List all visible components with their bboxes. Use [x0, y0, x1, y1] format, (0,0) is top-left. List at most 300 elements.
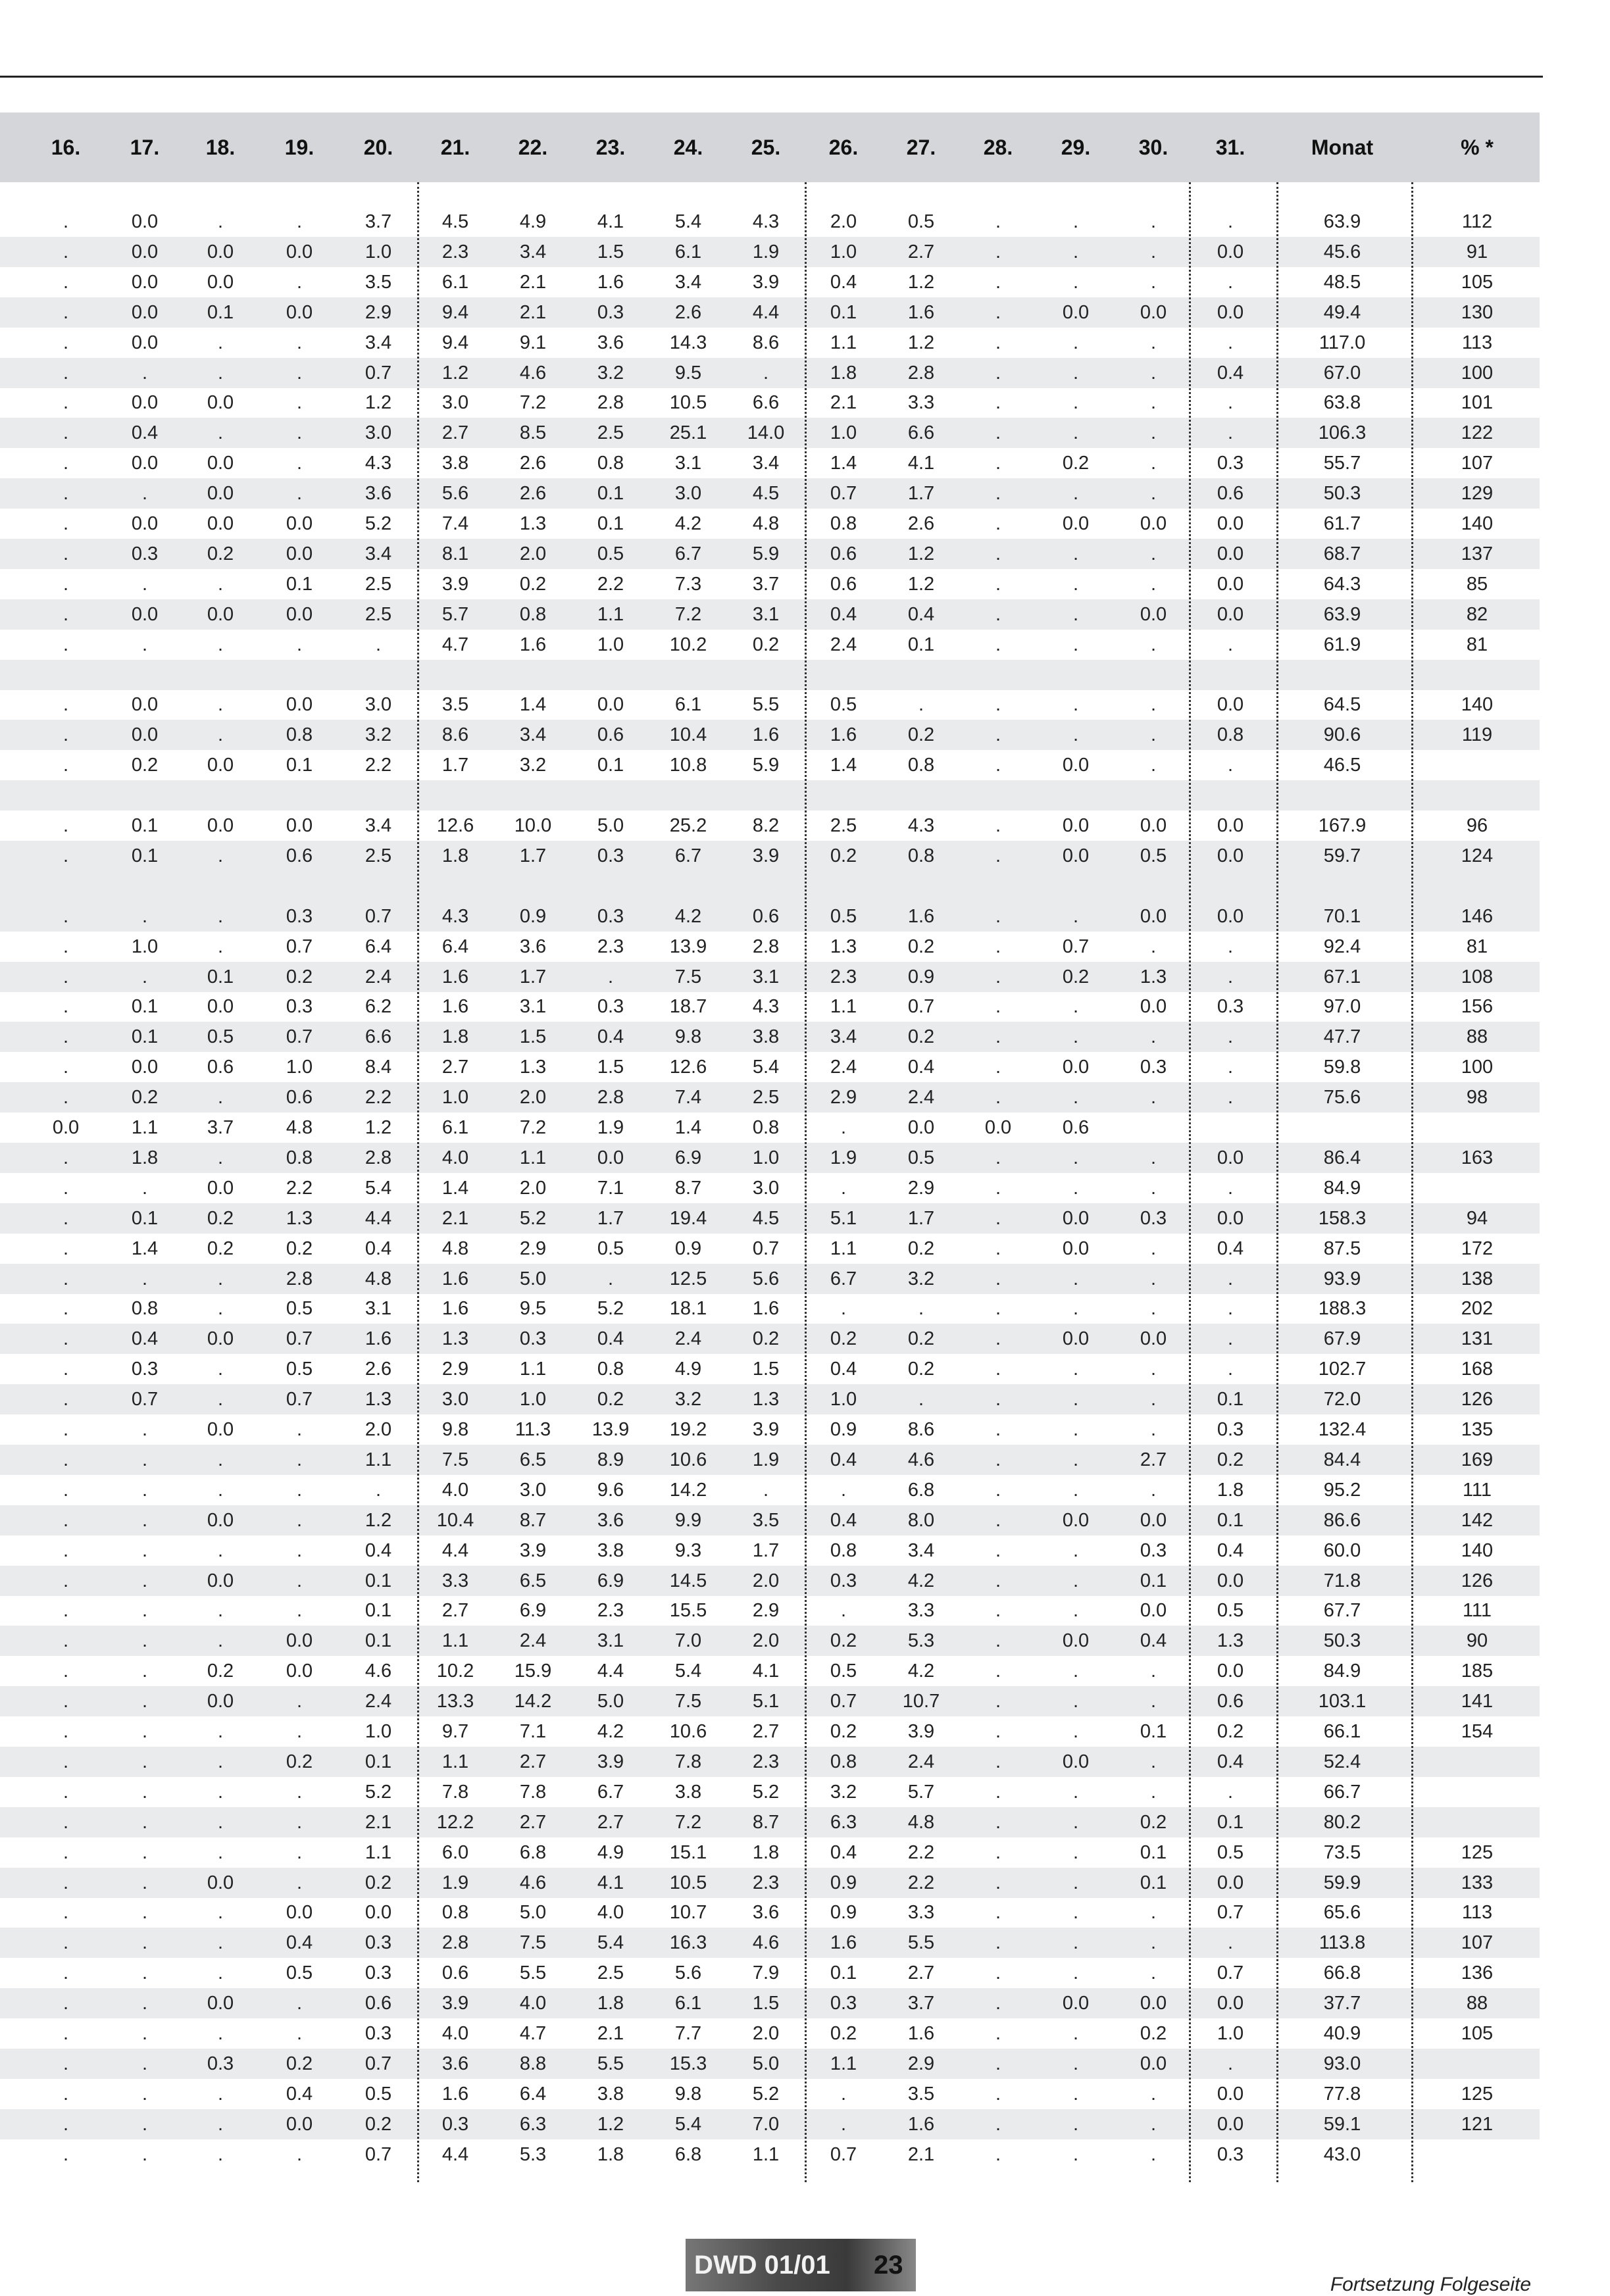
table-cell: 0.0 [1062, 1207, 1090, 1229]
table-cell: 6.1 [674, 1993, 702, 2014]
table-cell: . [63, 1298, 69, 1320]
table-cell: 65.6 [1323, 1902, 1361, 1924]
table-cell: 0.0 [286, 603, 313, 625]
table-cell: . [1072, 271, 1079, 293]
table-cell: 9.4 [441, 332, 469, 353]
table-cell: 6.1 [441, 1117, 469, 1138]
table-cell: 2.3 [597, 1600, 624, 1622]
table-cell: . [141, 2113, 148, 2135]
table-cell: 7.4 [441, 513, 469, 534]
table-cell: . [63, 301, 69, 323]
table-cell: 1.1 [519, 1359, 547, 1380]
table-cell: . [63, 1962, 69, 1984]
table-cell: . [141, 1660, 148, 1682]
table-cell: 6.9 [674, 1147, 702, 1168]
table-cell: 3.0 [441, 392, 469, 414]
table-cell: 6.8 [907, 1479, 935, 1501]
table-cell: 3.4 [365, 332, 392, 353]
table-cell: . [1150, 422, 1157, 444]
table-cell: 136 [1461, 1962, 1494, 1984]
table-cell: 0.7 [286, 1389, 313, 1410]
table-row [0, 1928, 1540, 1958]
table-cell: 8.1 [441, 543, 469, 564]
table-cell: 4.7 [519, 2023, 547, 2044]
table-cell: 0.8 [907, 845, 935, 866]
table-cell: 4.9 [597, 1841, 624, 1863]
table-row [0, 901, 1540, 932]
table-cell: 1.6 [441, 1268, 469, 1289]
table-cell: . [217, 1781, 224, 1803]
table-cell: 7.2 [674, 603, 702, 625]
table-cell: . [995, 422, 1001, 444]
table-cell: . [63, 1057, 69, 1078]
table-cell: 0.1 [1217, 1509, 1244, 1531]
table-cell: 0.6 [286, 1087, 313, 1109]
table-cell: . [1227, 1328, 1234, 1350]
table-row [0, 328, 1540, 358]
table-cell: 2.7 [597, 1811, 624, 1833]
table-cell: 4.8 [365, 1268, 392, 1289]
table-cell: . [1227, 1781, 1234, 1803]
table-cell: 3.1 [519, 996, 547, 1018]
table-cell: 2.3 [441, 241, 469, 262]
table-cell: 67.7 [1323, 1600, 1361, 1622]
table-cell: 66.7 [1323, 1781, 1361, 1803]
table-cell: 1.4 [441, 1177, 469, 1199]
table-cell [1120, 1112, 1186, 1143]
table-cell: . [1072, 2023, 1079, 2044]
table-cell: 137 [1461, 543, 1494, 564]
table-cell: . [1072, 2143, 1079, 2165]
table-cell: 0.8 [286, 724, 313, 746]
table-cell: . [918, 1298, 924, 1320]
table-cell: 0.4 [1140, 1630, 1167, 1652]
table-cell: 0.0 [1217, 815, 1244, 836]
table-cell: 2.7 [907, 1962, 935, 1984]
table-cell: 1.1 [830, 2053, 857, 2074]
table-cell: 6.4 [441, 936, 469, 957]
table-cell: 2.9 [365, 301, 392, 323]
table-cell: 1.0 [441, 1087, 469, 1109]
table-cell: . [141, 2053, 148, 2074]
table-cell: 2.4 [907, 1087, 935, 1109]
table-cell: 163 [1461, 1147, 1494, 1168]
table-cell: . [995, 1993, 1001, 2014]
table-cell: 0.1 [907, 634, 935, 655]
table-cell: 2.9 [907, 1177, 935, 1199]
table-cell: 59.1 [1323, 2113, 1361, 2135]
table-cell: 9.7 [441, 1721, 469, 1742]
table-cell: 0.1 [365, 1630, 392, 1652]
table-cell: 1.6 [441, 2083, 469, 2105]
table-cell: . [141, 966, 148, 987]
table-cell: . [141, 905, 148, 927]
table-cell: 1.9 [597, 1117, 624, 1138]
table-cell: 0.0 [1062, 1057, 1090, 1078]
table-cell: . [995, 332, 1001, 353]
table-cell: . [840, 1117, 847, 1138]
table-cell: . [296, 332, 303, 353]
table-cell: 117.0 [1319, 332, 1366, 353]
table-cell: 7.2 [674, 1811, 702, 1833]
table-cell: 0.0 [207, 392, 234, 414]
table-cell: 5.3 [907, 1630, 935, 1652]
table-cell: . [63, 241, 69, 262]
table-cell: 0.0 [131, 241, 159, 262]
table-row [0, 1807, 1540, 1837]
table-cell: 4.0 [441, 2023, 469, 2044]
table-cell: 0.1 [365, 1570, 392, 1591]
table-cell: . [1072, 483, 1079, 505]
table-cell: 2.2 [286, 1177, 313, 1199]
table-cell: . [995, 1932, 1001, 1954]
table-cell: 5.4 [674, 211, 702, 232]
table-cell: 0.0 [365, 1902, 392, 1924]
table-cell: 1.8 [597, 2143, 624, 2165]
table-cell: 2.7 [441, 1057, 469, 1078]
table-cell: 2.8 [752, 936, 780, 957]
table-cell: 2.4 [830, 634, 857, 655]
table-cell: 8.0 [907, 1509, 935, 1531]
table-cell: 0.0 [131, 271, 159, 293]
table-cell: . [141, 1721, 148, 1742]
table-cell: 0.2 [907, 1026, 935, 1048]
table-cell: . [995, 1539, 1001, 1561]
table-cell: 1.1 [441, 1630, 469, 1652]
table-cell: . [1227, 211, 1234, 232]
table-row [0, 418, 1540, 448]
table-cell: 3.9 [752, 845, 780, 866]
table-cell: 0.2 [207, 1237, 234, 1259]
table-cell: . [1150, 2113, 1157, 2135]
table-cell: 0.5 [907, 1147, 935, 1168]
table-cell: 2.0 [365, 1419, 392, 1440]
table-cell: 0.1 [830, 301, 857, 323]
table-cell: 0.0 [984, 1117, 1012, 1138]
table-cell: . [141, 2023, 148, 2044]
table-cell: 0.7 [1217, 1902, 1244, 1924]
table-cell: . [217, 1147, 224, 1168]
table-cell: 0.0 [207, 815, 234, 836]
table-cell: 0.0 [207, 1177, 234, 1199]
table-cell: . [1072, 1449, 1079, 1470]
table-cell: . [995, 845, 1001, 866]
table-cell: . [1227, 1932, 1234, 1954]
table-cell: 0.0 [1217, 513, 1244, 534]
table-cell: . [1150, 271, 1157, 293]
table-cell: 0.0 [207, 453, 234, 474]
table-cell: 5.4 [674, 2113, 702, 2135]
table-cell: 6.8 [674, 2143, 702, 2165]
table-cell: 0.1 [1217, 1389, 1244, 1410]
table-cell: 1.3 [752, 1389, 780, 1410]
table-cell: 7.7 [674, 2023, 702, 2044]
table-cell: 2.2 [597, 573, 624, 595]
table-cell: . [217, 845, 224, 866]
table-cell: 0.0 [286, 815, 313, 836]
table-cell: . [63, 1811, 69, 1833]
table-cell [1418, 1112, 1536, 1143]
table-cell: . [995, 1359, 1001, 1380]
table-cell: 131 [1461, 1328, 1494, 1350]
table-cell: 3.7 [752, 573, 780, 595]
table-cell: 0.2 [286, 1751, 313, 1772]
table-cell: 7.4 [674, 1087, 702, 1109]
table-cell: 2.3 [752, 1751, 780, 1772]
table-cell: . [63, 422, 69, 444]
table-cell: 37.7 [1323, 1993, 1361, 2014]
table-cell: 1.0 [519, 1389, 547, 1410]
table-cell: 0.2 [286, 1237, 313, 1259]
table-row [0, 2139, 1540, 2170]
table-cell: 84.4 [1323, 1449, 1361, 1470]
table-cell: 1.1 [830, 1237, 857, 1259]
table-cell: 0.0 [1140, 1328, 1167, 1350]
table-cell: . [217, 1449, 224, 1470]
table-cell: 0.0 [597, 1147, 624, 1168]
table-cell: 59.9 [1323, 1872, 1361, 1893]
table-cell: . [995, 1298, 1001, 1320]
table-cell: 1.8 [597, 1993, 624, 2014]
table-cell: 9.8 [674, 2083, 702, 2105]
table-cell: . [63, 2113, 69, 2135]
table-cell: 0.6 [365, 1993, 392, 2014]
table-cell: . [217, 1389, 224, 1410]
table-cell: 3.9 [752, 1419, 780, 1440]
row-band [0, 660, 1540, 690]
table-cell: . [1227, 966, 1234, 987]
table-cell: 8.6 [907, 1419, 935, 1440]
table-cell: . [63, 1630, 69, 1652]
table-cell: 1.4 [519, 694, 547, 716]
table-cell: . [995, 905, 1001, 927]
table-cell: 4.6 [519, 1872, 547, 1893]
table-cell: . [1150, 634, 1157, 655]
table-cell: 0.3 [1140, 1539, 1167, 1561]
table-cell: . [63, 1419, 69, 1440]
table-cell [1418, 2139, 1536, 2170]
table-cell: . [296, 2023, 303, 2044]
table-cell: . [63, 1600, 69, 1622]
table-cell: 130 [1461, 301, 1494, 323]
table-cell: 202 [1461, 1298, 1494, 1320]
table-cell: 4.0 [441, 1479, 469, 1501]
table-cell: . [918, 694, 924, 716]
table-cell: 7.8 [674, 1751, 702, 1772]
table-cell: . [995, 2143, 1001, 2165]
table-cell: 1.2 [597, 2113, 624, 2135]
table-cell: 3.9 [441, 1993, 469, 2014]
table-cell: 6.1 [674, 241, 702, 262]
table-cell: 0.0 [1062, 1328, 1090, 1350]
column-separator [805, 182, 807, 2182]
table-cell: 0.4 [1217, 1539, 1244, 1561]
table-cell: 141 [1461, 1691, 1494, 1712]
table-cell: 4.6 [907, 1449, 935, 1470]
table-cell: . [1072, 362, 1079, 384]
table-row [0, 1897, 1540, 1928]
table-cell: 2.4 [674, 1328, 702, 1350]
table-cell: 4.4 [441, 2143, 469, 2165]
table-cell: 0.0 [1062, 755, 1090, 776]
table-row [0, 1566, 1540, 1596]
table-cell: . [1150, 362, 1157, 384]
column-separator [1276, 182, 1278, 2182]
table-cell: 0.0 [286, 301, 313, 323]
table-cell: 2.1 [365, 1811, 392, 1833]
column-header: 28. [983, 136, 1013, 159]
table-cell: 1.7 [907, 483, 935, 505]
table-cell: . [1150, 453, 1157, 474]
table-cell: 0.2 [1217, 1449, 1244, 1470]
table-cell: 0.0 [1062, 1509, 1090, 1531]
table-cell: 4.2 [597, 1721, 624, 1742]
table-cell: 0.3 [286, 996, 313, 1018]
table-cell: . [141, 1509, 148, 1531]
table-cell: 0.5 [830, 1660, 857, 1682]
table-cell: 48.5 [1323, 271, 1361, 293]
table-cell: 12.6 [669, 1057, 707, 1078]
table-cell: 6.2 [365, 996, 392, 1018]
table-cell: 5.0 [519, 1902, 547, 1924]
table-cell: 135 [1461, 1419, 1494, 1440]
table-cell: 1.8 [752, 1841, 780, 1863]
table-cell: . [995, 392, 1001, 414]
table-cell: . [995, 543, 1001, 564]
table-cell: 8.5 [519, 422, 547, 444]
table-cell: . [1150, 1419, 1157, 1440]
column-header: 22. [518, 136, 548, 159]
table-cell: 4.4 [365, 1207, 392, 1229]
table-cell: 5.0 [597, 815, 624, 836]
table-cell: . [1072, 1872, 1079, 1893]
table-cell: 77.8 [1323, 2083, 1361, 2105]
table-cell: 0.6 [830, 573, 857, 595]
table-cell: . [1072, 241, 1079, 262]
table-cell: . [995, 1691, 1001, 1712]
table-cell: 1.1 [365, 1449, 392, 1470]
table-cell: 0.0 [597, 694, 624, 716]
table-cell: . [763, 1479, 769, 1501]
table-cell: 5.5 [907, 1932, 935, 1954]
table-cell: 88 [1466, 1993, 1488, 2014]
table-cell: . [217, 2083, 224, 2105]
table-cell: 0.8 [752, 1117, 780, 1138]
table-cell: . [1072, 332, 1079, 353]
table-cell: 5.6 [752, 1268, 780, 1289]
table-cell: . [995, 1841, 1001, 1863]
table-cell: 0.1 [286, 755, 313, 776]
table-cell: . [296, 453, 303, 474]
table-cell: . [141, 1177, 148, 1199]
table-cell: 0.0 [1062, 1237, 1090, 1259]
table-cell: 0.7 [907, 996, 935, 1018]
table-cell: 158.3 [1318, 1207, 1367, 1229]
table-cell: . [217, 1539, 224, 1561]
table-cell: . [1072, 724, 1079, 746]
table-cell: . [995, 1328, 1001, 1350]
table-cell: 2.4 [365, 966, 392, 987]
table-cell: 10.8 [669, 755, 707, 776]
table-cell: . [63, 1751, 69, 1772]
table-cell: 2.3 [597, 936, 624, 957]
table-cell: 9.6 [597, 1479, 624, 1501]
table-cell: 4.1 [752, 1660, 780, 1682]
table-cell: 2.6 [365, 1359, 392, 1380]
table-cell: 61.7 [1323, 513, 1361, 534]
table-cell: 7.8 [519, 1781, 547, 1803]
table-cell: . [1150, 1147, 1157, 1168]
table-cell: 0.0 [1217, 241, 1244, 262]
table-cell: . [995, 362, 1001, 384]
table-cell: . [1072, 603, 1079, 625]
table-cell: 0.0 [52, 1117, 80, 1138]
table-cell: 9.5 [674, 362, 702, 384]
table-cell: . [141, 1419, 148, 1440]
table-cell: 1.8 [131, 1147, 159, 1168]
table-cell: . [63, 1359, 69, 1380]
table-cell: 93.9 [1323, 1268, 1361, 1289]
table-cell: 4.8 [752, 513, 780, 534]
table-cell: . [1150, 332, 1157, 353]
table-cell: 0.0 [907, 1117, 935, 1138]
table-cell: 5.7 [441, 603, 469, 625]
table-cell: 0.2 [1140, 2023, 1167, 2044]
table-cell: 1.9 [752, 241, 780, 262]
table-cell: 67.1 [1323, 966, 1361, 987]
table-cell: 7.1 [597, 1177, 624, 1199]
table-cell: 5.6 [674, 1962, 702, 1984]
table-cell: . [217, 1630, 224, 1652]
table-cell: 5.9 [752, 755, 780, 776]
table-cell: 3.6 [519, 936, 547, 957]
table-cell: . [1150, 1359, 1157, 1380]
table-cell: . [1072, 1539, 1079, 1561]
table-cell: 67.0 [1323, 362, 1361, 384]
table-cell: 0.4 [597, 1328, 624, 1350]
table-cell: 119 [1461, 724, 1493, 746]
table-cell: 1.6 [752, 1298, 780, 1320]
table-cell: 1.5 [752, 1359, 780, 1380]
table-cell: . [217, 1841, 224, 1863]
table-cell: 2.0 [752, 2023, 780, 2044]
table-cell: 168 [1461, 1359, 1494, 1380]
table-cell: . [763, 362, 769, 384]
table-cell: 10.4 [669, 724, 707, 746]
table-cell: . [63, 1570, 69, 1591]
table-cell: 8.6 [752, 332, 780, 353]
table-cell: . [217, 1359, 224, 1380]
column-separator [417, 182, 419, 2182]
table-row [0, 1112, 1540, 1143]
table-cell: 0.0 [207, 1872, 234, 1893]
table-cell: 0.0 [131, 1057, 159, 1078]
table-cell: 3.8 [597, 2083, 624, 2105]
table-cell: . [63, 996, 69, 1018]
table-cell: 0.3 [1217, 2143, 1244, 2165]
table-cell: 0.0 [1140, 996, 1167, 1018]
table-cell: 1.5 [597, 1057, 624, 1078]
table-cell: . [840, 2083, 847, 2105]
table-row [0, 1082, 1540, 1112]
table-cell: 2.5 [752, 1087, 780, 1109]
table-cell: . [1227, 1359, 1234, 1380]
table-row [0, 387, 1540, 418]
row-band [0, 780, 1540, 811]
table-cell: . [217, 362, 224, 384]
table-cell: 122 [1461, 422, 1494, 444]
table-cell: 4.4 [441, 1539, 469, 1561]
